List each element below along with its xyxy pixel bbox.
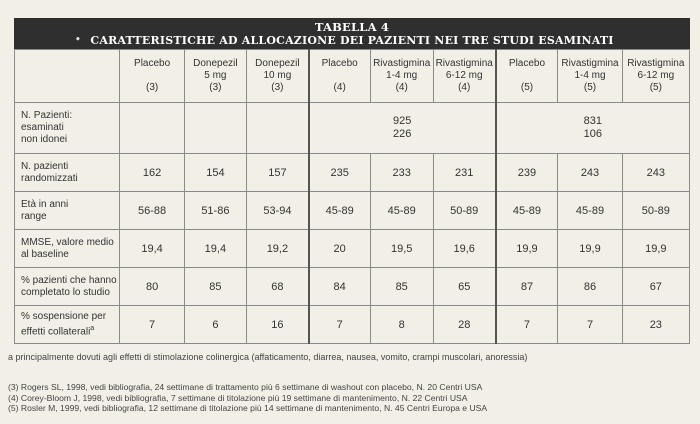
table-cell: 239 [496,154,558,192]
table-cell [247,103,309,154]
table-cell: 51-86 [184,192,246,230]
table-cell: 7 [120,306,184,344]
table-cell: 50-89 [622,192,689,230]
table-cell: 45-89 [309,192,370,230]
table-row [15,230,690,268]
table-cell: 45-89 [558,192,622,230]
table-cell: 68 [247,268,309,306]
row-label: N. pazienti randomizzati [15,154,120,192]
col-header: Rivastigmina 6-12 mg (5) [622,50,689,103]
row-label: % sospensione per effetti collaterali$^a$ [15,306,120,344]
table-cell: 157 [247,154,309,192]
table-cell: 28 [433,306,495,344]
table-cell: 45-89 [496,192,558,230]
table-cell: 19,4 [184,230,246,268]
table-cell: 19,4 [120,230,184,268]
column-header-row [15,50,690,103]
reference-item: (3) Rogers SL, 1998, vedi bibliografia, 24 settimane di trattamento più 6 settimane di washout con placebo, N. 20 Centri USA [8,382,483,392]
table-cell: 20 [309,230,370,268]
table-cell: 231 [433,154,495,192]
table-cell: 7 [558,306,622,344]
table-cell: 65 [433,268,495,306]
bullet-icon: • [75,35,81,45]
table-cell: 84 [309,268,370,306]
row-label: N. Pazienti: esaminati non idonei [15,103,120,154]
table-row [15,154,690,192]
merged-cell-study5: 831 106 [496,103,690,154]
table-cell: 243 [622,154,689,192]
table-cell: 87 [496,268,558,306]
col-header: Donepezil 5 mg (3) [184,50,246,103]
table-cell: 243 [558,154,622,192]
col-header: Placebo (4) [309,50,370,103]
table-cell: 23 [622,306,689,344]
col-header: Rivastigmina 1-4 mg (5) [558,50,622,103]
row-label: MMSE, valore medio al baseline [15,230,120,268]
table-cell: 85 [370,268,433,306]
row-label: % pazienti che hanno completato lo studio [15,268,120,306]
data-table [14,49,690,344]
table-cell: 50-89 [433,192,495,230]
table-cell: 154 [184,154,246,192]
table-cell: 53-94 [247,192,309,230]
table-cell: 80 [120,268,184,306]
table-cell: 6 [184,306,246,344]
footnote: a principalmente dovuti agli effetti di stimolazione colinergica (affaticamento, diarrea, nausea, vomito, crampi muscolari, anoressia) [8,352,528,362]
table-title: TABELLA 4 [314,20,390,34]
table-cell: 233 [370,154,433,192]
table-cell: 86 [558,268,622,306]
table-cell: 19,6 [433,230,495,268]
table-cell: 19,5 [370,230,433,268]
corner-cell [15,50,120,103]
table-row [15,103,690,154]
table-header [14,18,690,49]
table-cell [184,103,246,154]
col-header: Donepezil 10 mg (3) [247,50,309,103]
table-cell: 162 [120,154,184,192]
col-header: Rivastigmina 6-12 mg (4) [433,50,495,103]
table-subtitle: CARATTERISTICHE AD ALLOCAZIONE DEI PAZIENTI NEI TRE STUDI ESAMINATI [90,34,614,47]
reference-item: (5) Rosler M, 1999, vedi bibliografia, 12 settimane di titolazione più 14 settimane di mantenimento, N. 45 Centri Europa e USA [8,403,488,413]
table-cell: 235 [309,154,370,192]
table-cell: 19,9 [496,230,558,268]
table-cell: 85 [184,268,246,306]
table-cell: 7 [496,306,558,344]
col-header: Placebo (3) [120,50,184,103]
reference-item: (4) Corey-Bloom J, 1998, vedi bibliografia, 7 settimane di titolazione più 19 settimane di mantenimento, N. 22 Centri USA [8,392,468,403]
table-row [15,192,690,230]
references [8,382,688,414]
table-cell: 19,9 [622,230,689,268]
table-row [15,268,690,306]
table-cell: 7 [309,306,370,344]
col-header: Placebo (5) [496,50,558,103]
table-cell: 19,2 [247,230,309,268]
table-row [15,306,690,344]
table-cell: 67 [622,268,689,306]
col-header: Rivastigmina 1-4 mg (4) [370,50,433,103]
table-cell: 56-88 [120,192,184,230]
table-cell [120,103,184,154]
table-cell: 19,9 [558,230,622,268]
table-cell: 8 [370,306,433,344]
row-label: Età in anni range [15,192,120,230]
table-cell: 16 [247,306,309,344]
merged-cell-study4: 925 226 [309,103,496,154]
table-cell: 45-89 [370,192,433,230]
